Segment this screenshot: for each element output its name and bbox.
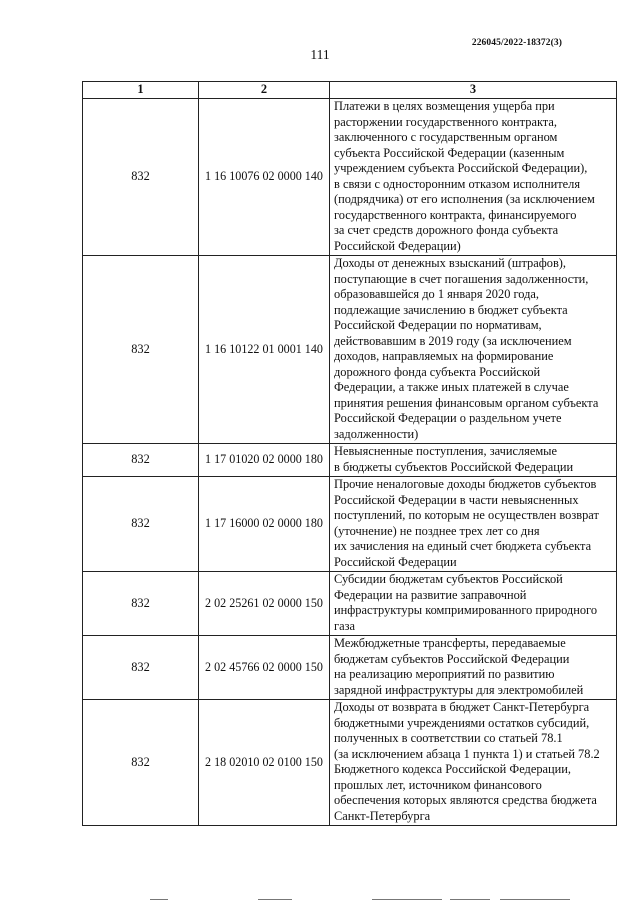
description-line: в связи с односторонним отказом исполнителя (334, 176, 581, 191)
column-header-3: 3 (330, 82, 617, 99)
revenue-description-cell (330, 700, 617, 826)
description-line: (подрядчика) от его исполнения (за исключением (334, 192, 595, 206)
admin-code-cell: 832 (83, 99, 199, 256)
description-line: полученных в соответствии со статьей 78.1 (334, 731, 563, 745)
table-row (83, 477, 617, 572)
admin-code-cell: 832 (83, 636, 199, 700)
revenue-code-cell: 1 16 10122 01 0001 140 (199, 256, 330, 444)
table-row (83, 700, 617, 826)
description-line: прошлых лет, источником финансового (334, 777, 542, 792)
description-line: Доходы от возврата в бюджет Санкт-Петербурга (334, 700, 590, 714)
admin-code-cell: 832 (83, 572, 199, 636)
table-row (83, 636, 617, 700)
revenue-code-cell: 1 16 10076 02 0000 140 (199, 99, 330, 256)
description-line: государственного контракта, финансируемого (334, 207, 577, 222)
revenue-description-cell (330, 572, 617, 636)
document-id: 226045/2022-18372(3) (471, 38, 562, 48)
table-row (83, 444, 617, 477)
description-line: действовавшим в 2019 году (за исключением (334, 333, 572, 348)
description-line: Федерации на развитие заправочной (334, 587, 527, 602)
description-line: Бюджетного кодекса Российской Федерации, (334, 762, 572, 776)
description-line: Межбюджетные трансферты, передаваемые (334, 636, 566, 650)
description-line: Невыясненные поступления, зачисляемые (334, 444, 557, 458)
description-line: доходов, направляемых на формирование (334, 349, 554, 363)
description-line: принятия решения финансовым органом субъекта (334, 395, 599, 410)
admin-code-cell: 832 (83, 700, 199, 826)
table-header-row (83, 82, 617, 99)
revenue-code-cell: 2 02 25261 02 0000 150 (199, 572, 330, 636)
revenue-code-cell: 2 02 45766 02 0000 150 (199, 636, 330, 700)
description-line: (за исключением абзаца 1 пункта 1) и статьей 78.2 (334, 746, 600, 761)
description-line: образовавшейся до 1 января 2020 года, (334, 287, 540, 301)
description-line: зарядной инфраструктуры для электромобилей (334, 682, 584, 697)
revenue-description-cell (330, 444, 617, 477)
description-line: задолженности) (334, 426, 419, 441)
revenue-description-cell (330, 256, 617, 444)
revenue-code-cell: 1 17 16000 02 0000 180 (199, 477, 330, 572)
description-line: Платежи в целях возмещения ущерба при (334, 99, 555, 113)
description-line: их зачисления на единый счет бюджета субъекта (334, 539, 592, 553)
description-line: расторжении государственного контракта, (334, 114, 557, 129)
description-line: учреждением субъекта Российской Федерации), (334, 161, 588, 175)
description-line: Федерации, а также иных платежей в случае (334, 380, 569, 394)
table-row (83, 256, 617, 444)
description-line: поступающие в счет погашения задолженности, (334, 271, 589, 286)
description-line: бюджетными учреждениями остатков субсидий, (334, 715, 590, 730)
description-line: в бюджеты субъектов Российской Федерации (334, 459, 574, 474)
table-row (83, 572, 617, 636)
table-body (83, 99, 617, 826)
description-line: газа (334, 618, 355, 633)
revenue-code-cell: 1 17 01020 02 0000 180 (199, 444, 330, 477)
revenue-description-cell (330, 477, 617, 572)
revenue-codes-table (82, 81, 617, 826)
description-line: заключенного с государственным органом (334, 130, 558, 144)
description-line: за счет средств дорожного фонда субъекта (334, 223, 559, 237)
description-line: Субсидии бюджетам субъектов Российской (334, 572, 563, 586)
description-line: подлежащие зачислению в бюджет субъекта (334, 302, 568, 317)
table-row (83, 99, 617, 256)
revenue-code-cell: 2 18 02010 02 0100 150 (199, 700, 330, 826)
description-line: Доходы от денежных взысканий (штрафов), (334, 256, 567, 270)
description-line: поступлений, по которым не осуществлен возврат (334, 508, 599, 522)
admin-code-cell: 832 (83, 256, 199, 444)
admin-code-cell: 832 (83, 477, 199, 572)
description-line: субъекта Российской Федерации (казенным (334, 145, 565, 160)
page-number: 111 (310, 47, 330, 62)
description-line: обеспечения которых являются средства бюджета (334, 793, 597, 807)
revenue-description-cell (330, 636, 617, 700)
description-line: дорожного фонда субъекта Российской (334, 364, 541, 379)
description-line: Прочие неналоговые доходы бюджетов субъектов (334, 477, 597, 491)
revenue-description-cell (330, 99, 617, 256)
description-line: на реализацию мероприятий по развитию (334, 667, 555, 681)
column-header-2: 2 (199, 82, 330, 99)
description-line: Российской Федерации о раздельном учете (334, 411, 562, 425)
column-header-1: 1 (83, 82, 199, 99)
admin-code-cell: 832 (83, 444, 199, 477)
footer-scan-marks (150, 897, 590, 903)
description-line: Российской Федерации (334, 554, 457, 569)
description-line: инфраструктуры компримированного природного (334, 603, 598, 617)
description-line: (уточнение) не позднее трех лет со дня (334, 523, 540, 538)
description-line: Санкт-Петербурга (334, 808, 431, 823)
description-line: бюджетам субъектов Российской Федерации (334, 651, 570, 666)
description-line: Российской Федерации в части невыясненных (334, 492, 579, 507)
description-line: Российской Федерации) (334, 238, 461, 253)
description-line: Российской Федерации по нормативам, (334, 318, 542, 332)
